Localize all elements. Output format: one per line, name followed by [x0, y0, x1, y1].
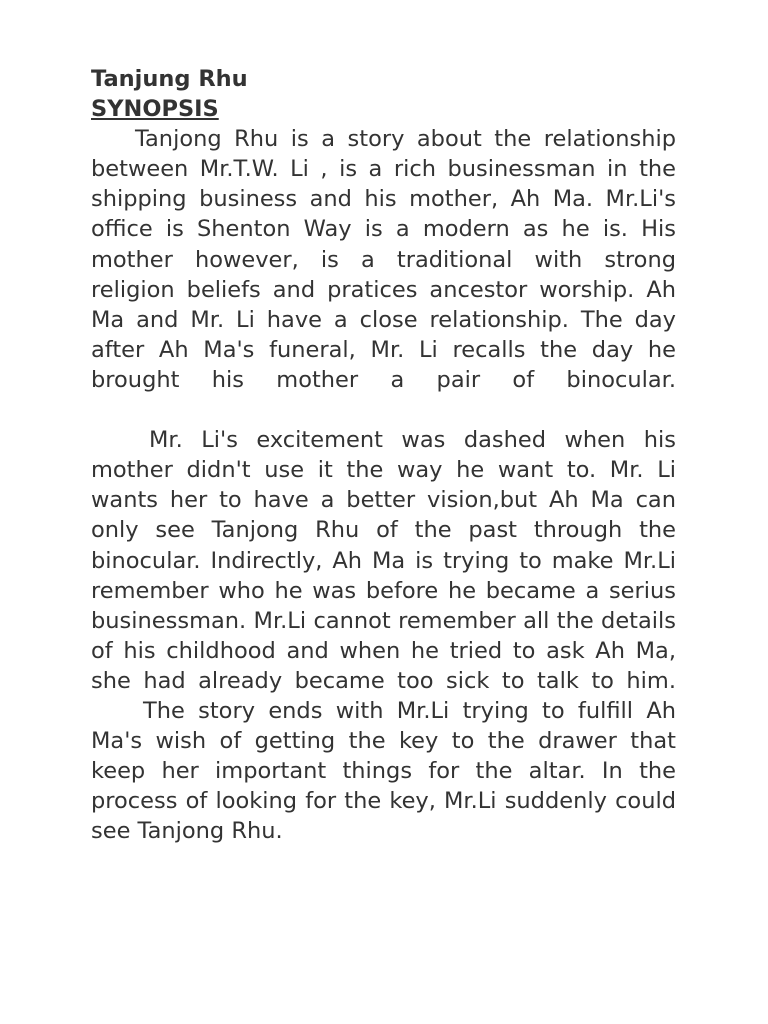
- synopsis-heading: SYNOPSIS: [91, 96, 219, 123]
- paragraph-gap: [91, 395, 676, 425]
- paragraph-3: The story ends with Mr.Li trying to fulfill Ah Ma's wish of getting the key to the drawer that keep her important things for the altar. In the process of looking for the key, Mr.Li suddenly could see Tanjong Rhu.: [91, 697, 676, 845]
- document-page: [91, 64, 676, 846]
- paragraph-2: Mr. Li's excitement was dashed when his mother didn't use it the way he want to. Mr. Li wants her to have a better vision,but Ah Ma can only see Tanjong Rhu of the past through the binocular. Indirectly, Ah Ma is trying to make Mr.Li remember who he was before he became a serius businessman. Mr.Li cannot remember all the details of his childhood and when he tried to ask Ah Ma, she had already became too sick to talk to him.: [91, 427, 676, 694]
- paragraph-1: Tanjong Rhu is a story about the relationship between Mr.T.W. Li , is a rich businessman in the shipping business and his mother, Ah Ma. Mr.Li's office is Shenton Way is a modern as he is. His mother however, is a traditional with strong religion beliefs and pratices ancestor worship. Ah Ma and Mr. Li have a close relationship. The day after Ah Ma's funeral, Mr. Li recalls the day he brought his mother a pair of binocular.: [91, 126, 676, 393]
- document-title: Tanjung Rhu: [91, 66, 248, 92]
